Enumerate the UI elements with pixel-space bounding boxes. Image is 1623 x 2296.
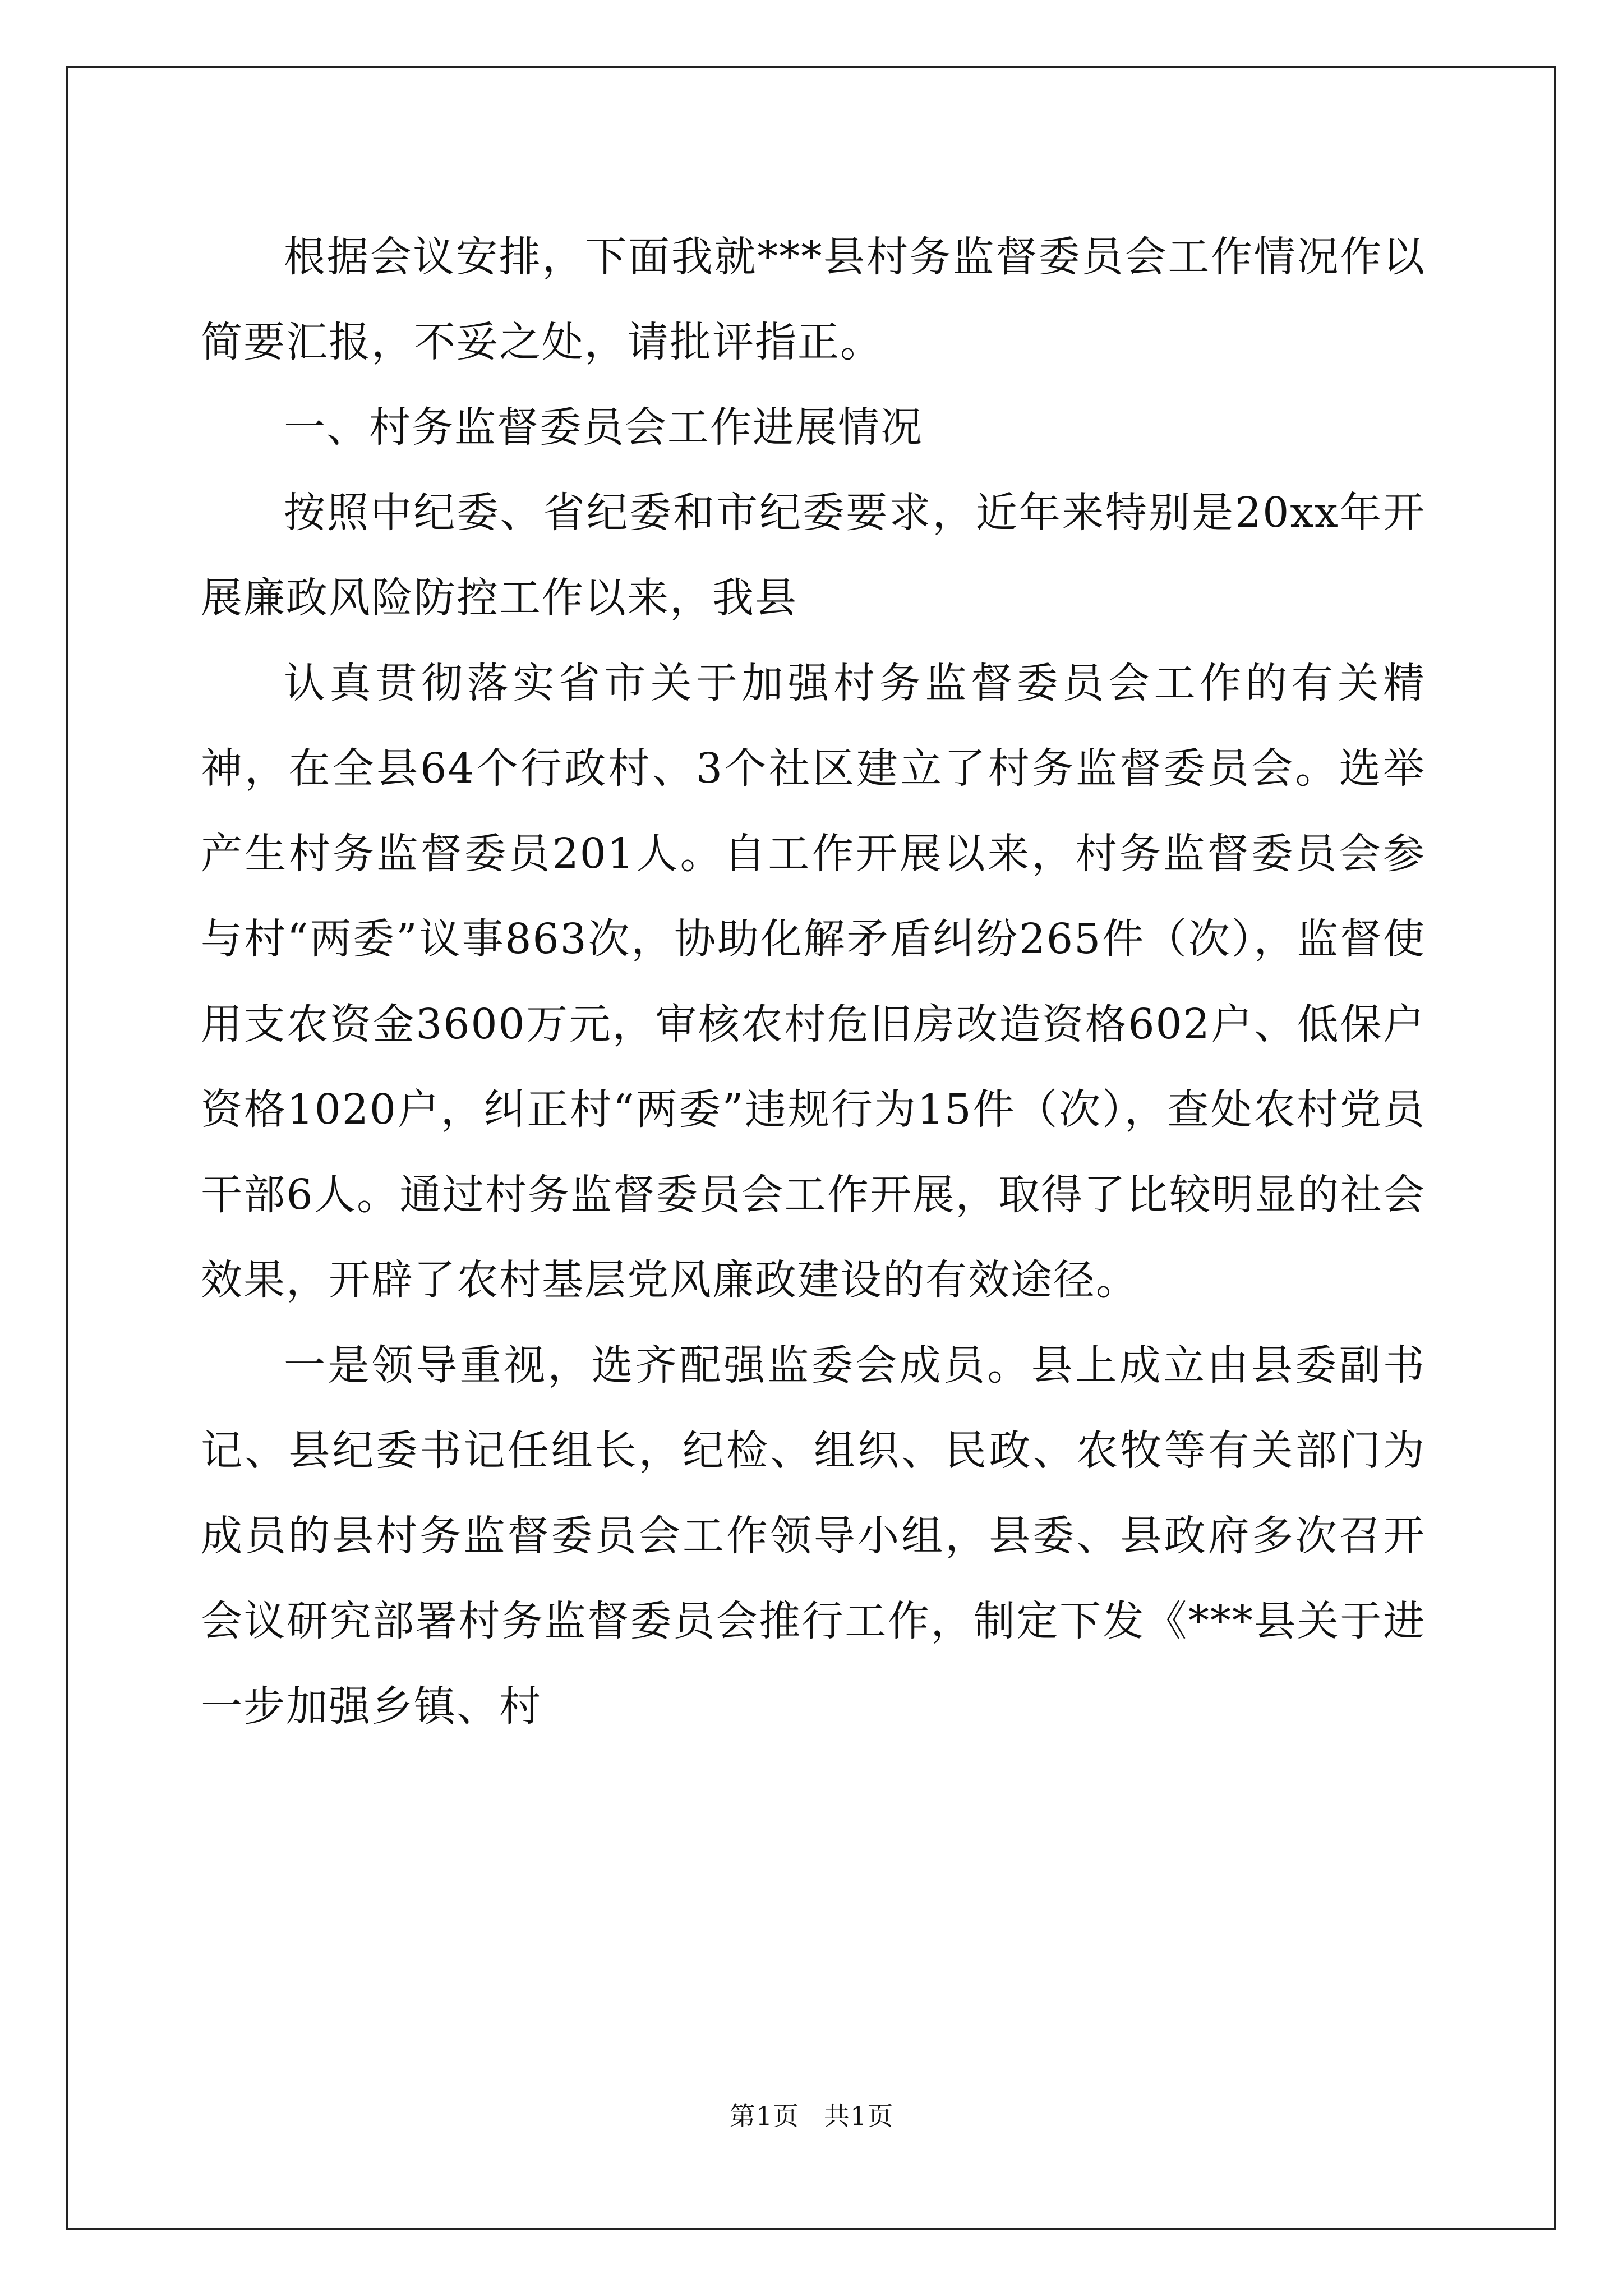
paragraph-requirements: 按照中纪委、省纪委和市纪委要求，近年来特别是20xx年开展廉政风险防控工作以来，我县 xyxy=(201,489,1426,622)
section-heading: 一、村务监督委员会工作进展情况 xyxy=(284,403,923,452)
paragraph-leadership: 一是领导重视，选齐配强监委会成员。县上成立由县委副书记、县纪委书记任组长，纪检、组织、民政、农牧等有关部门为成员的县村务监督委员会工作领导小组，县委、县政府多次召开会议研究部署村务监督委员会推行工作，制定下发《***县关于进一步加强乡镇、村 xyxy=(201,1341,1426,1731)
page-total: 共1页 xyxy=(824,2101,894,2131)
page-footer xyxy=(0,2099,1623,2133)
paragraph-intro: 根据会议安排，下面我就***县村务监督委员会工作情况作以简要汇报，不妥之处，请批评指正。 xyxy=(201,233,1426,366)
document-body xyxy=(201,214,1426,1749)
paragraph-implementation: 认真贯彻落实省市关于加强村务监督委员会工作的有关精神，在全县64个行政村、3个社区建立了村务监督委员会。选举产生村务监督委员201人。自工作开展以来，村务监督委员会参与村“两委”议事863次，协助化解矛盾纠纷265件（次），监督使用支农资金3600万元，审核农村危旧房改造资格602户、低保户资格1020户，纠正村“两委”违规行为15件（次），查处农村党员干部6人。通过村务监督委员会工作开展，取得了比较明显的社会效果，开辟了农村基层党风廉政建设的有效途径。 xyxy=(201,659,1426,1304)
page-number: 第1页 xyxy=(729,2101,799,2131)
